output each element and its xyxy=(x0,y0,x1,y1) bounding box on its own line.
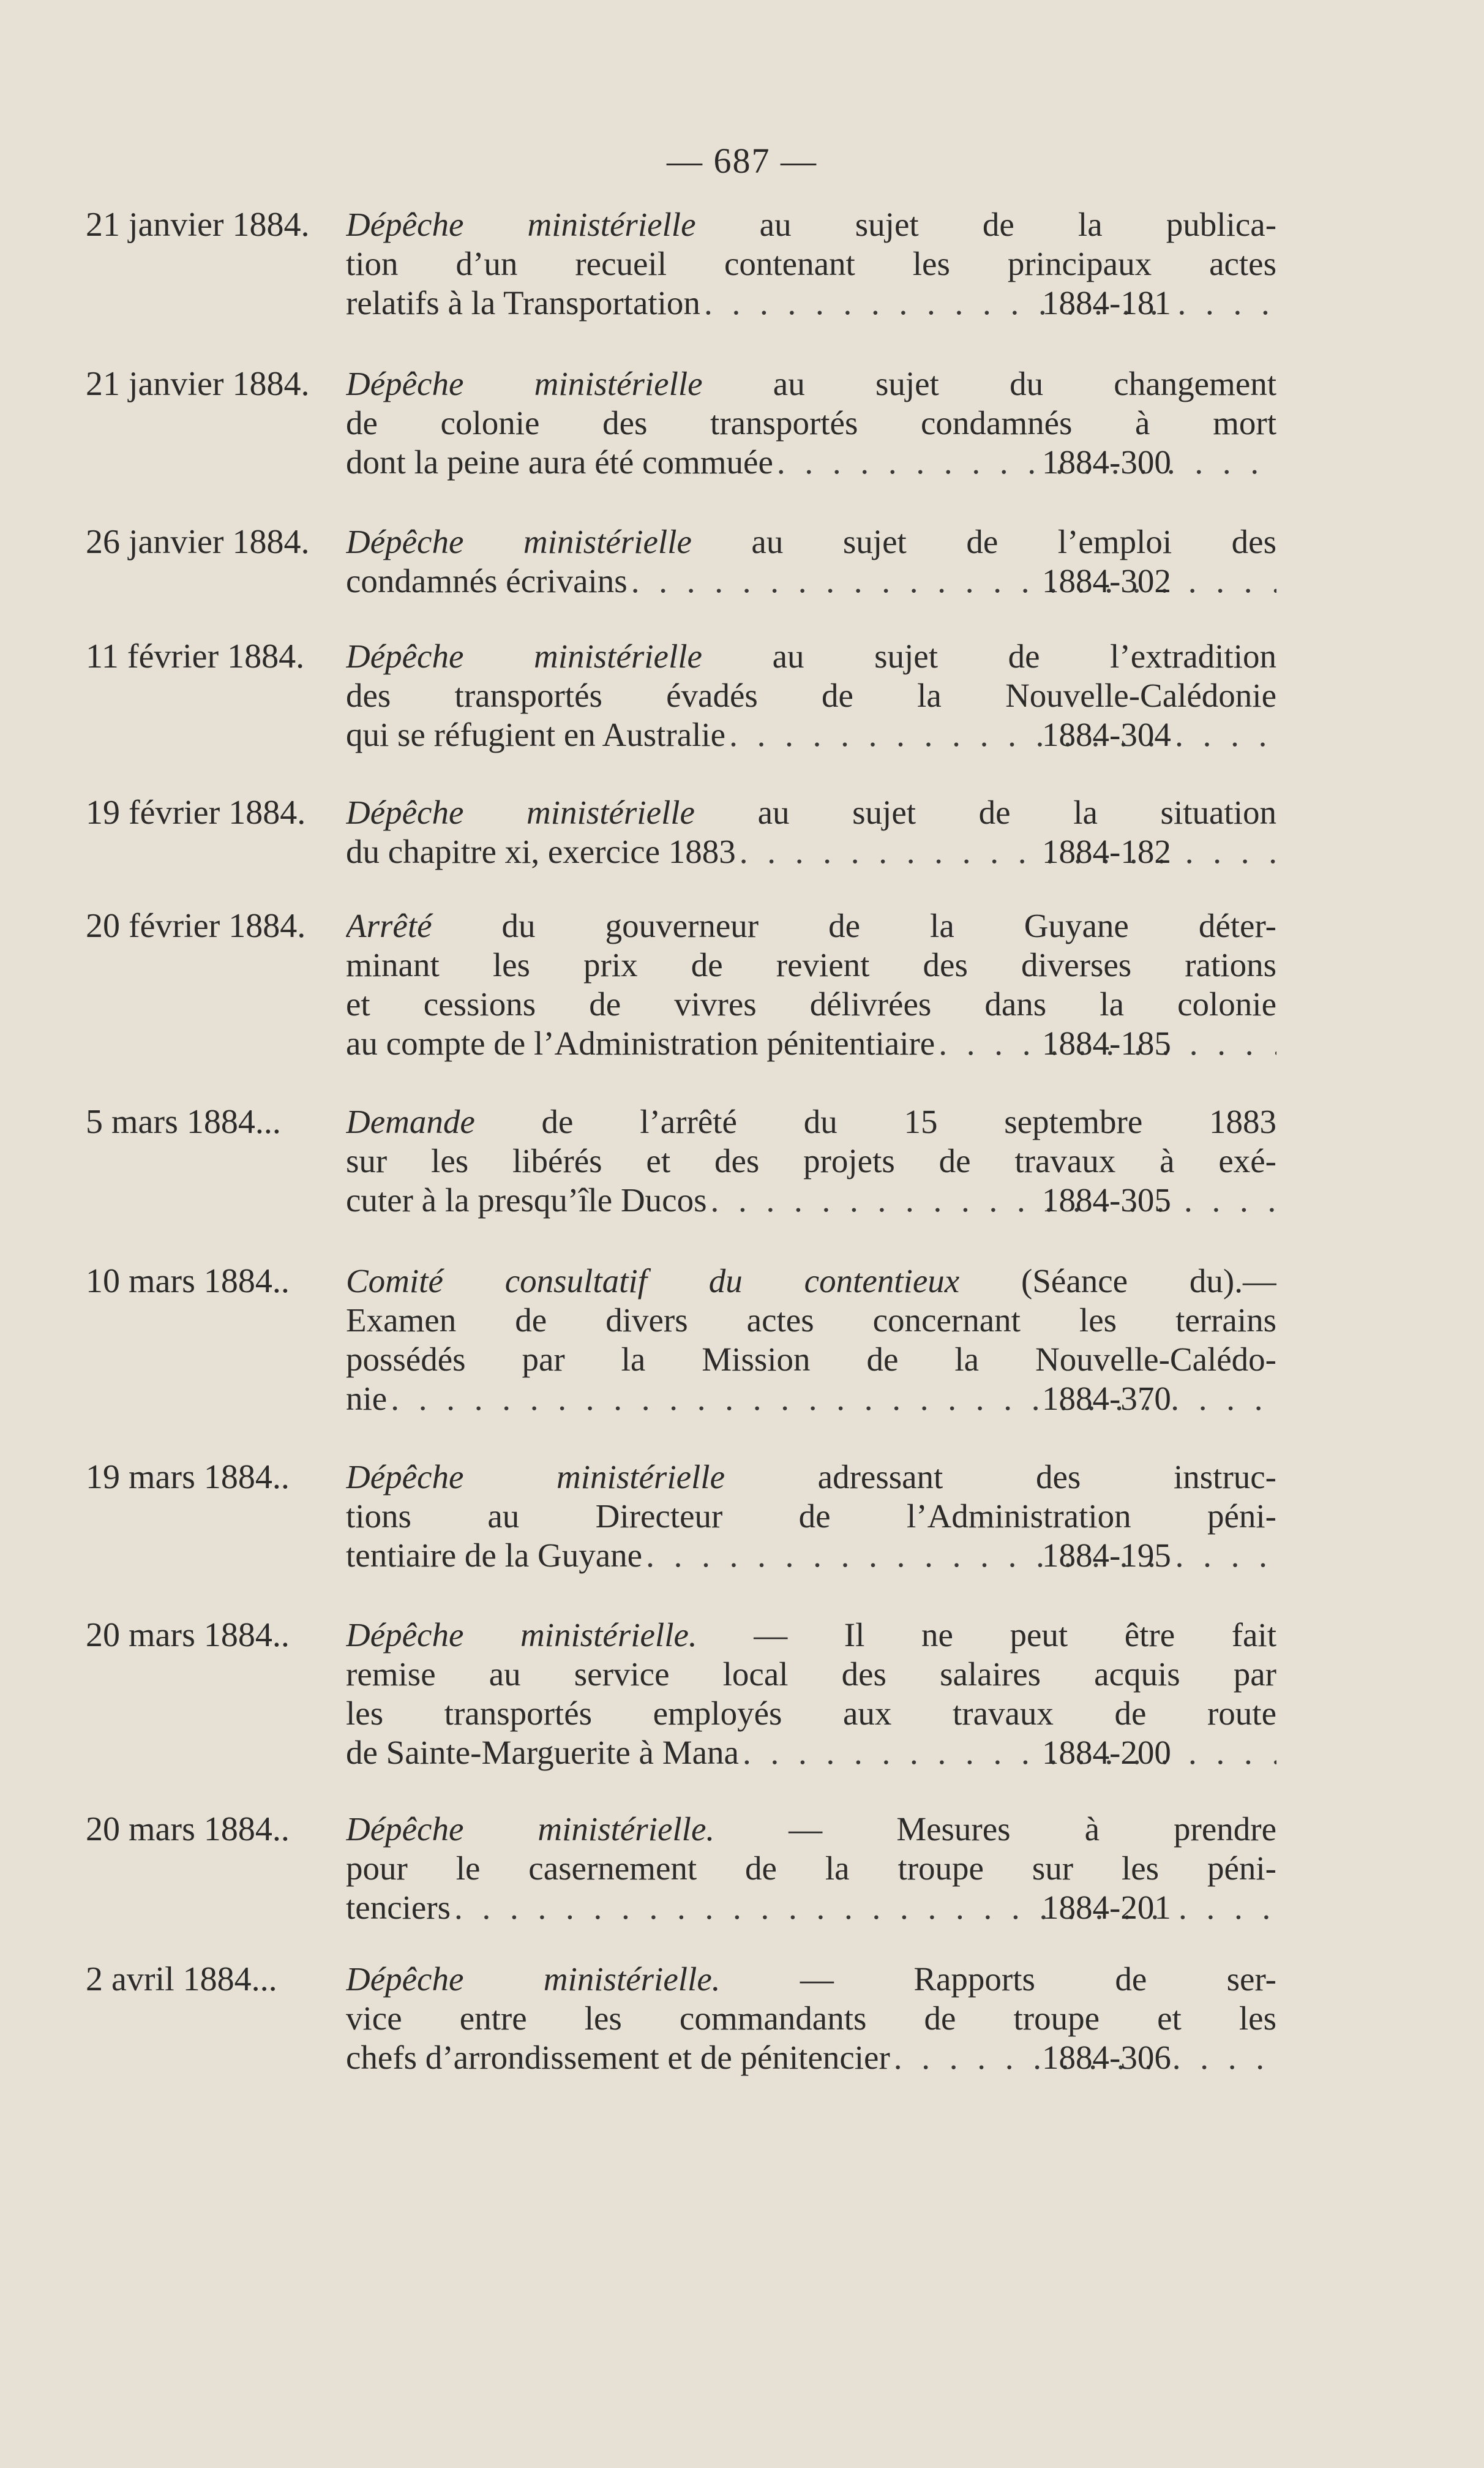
entry-date: 2 avril 1884... xyxy=(86,1960,277,1998)
entry-lead: Comité consultatif du contentieux xyxy=(346,1262,960,1300)
entry-line: Dépêche ministérielle. — Rapports de ser- xyxy=(346,1960,1276,1998)
dot-leader xyxy=(725,715,1276,754)
entry-line: chefs d’arrondissement et de pénitencier . . . xyxy=(346,2038,1276,2077)
entry-line: dont la peine aura été commuée . . . xyxy=(346,443,1276,482)
entry-line: sur les libérés et des projets de travaux à exé- xyxy=(346,1142,1276,1179)
entry-lead: Arrêté xyxy=(346,907,432,944)
entry-line: Arrêté du gouverneur de la Guyane déter- xyxy=(346,907,1276,944)
entry-reference: 1884-305 xyxy=(1042,1181,1171,1219)
entry-line: remise au service local des salaires acquis par xyxy=(346,1655,1276,1693)
entry-line: de Sainte-Marguerite à Mana . . . xyxy=(346,1733,1276,1772)
entry-lead: Dépêche ministérielle xyxy=(346,1458,725,1495)
entry-line: condamnés écrivains . . . xyxy=(346,562,1276,601)
entry-reference: 1884-300 xyxy=(1042,443,1171,481)
entry-lead: Dépêche ministérielle. xyxy=(346,1616,697,1653)
entry-line: Dépêche ministérielle au sujet de l’extradition xyxy=(346,638,1276,675)
entry-date: 5 mars 1884... xyxy=(86,1103,281,1141)
entry-date: 20 mars 1884.. xyxy=(86,1616,290,1654)
entry-line: nie . . . xyxy=(346,1379,1276,1418)
entry-line: les transportés employés aux travaux de route xyxy=(346,1695,1276,1732)
entry-line: tenciers . . . xyxy=(346,1888,1276,1927)
entry-line: vice entre les commandants de troupe et les xyxy=(346,2000,1276,2037)
entry-line: et cessions de vivres délivrées dans la colonie xyxy=(346,985,1276,1023)
dot-leader xyxy=(773,443,1276,482)
entry-lead: Dépêche ministérielle xyxy=(346,206,696,243)
entry-line: possédés par la Mission de la Nouvelle-Calédo- xyxy=(346,1341,1276,1378)
entry-reference: 1884-185 xyxy=(1042,1025,1171,1062)
dot-leader xyxy=(706,1181,1276,1220)
entry-reference: 1884-370 xyxy=(1042,1380,1171,1417)
entry-date: 20 mars 1884.. xyxy=(86,1810,290,1848)
entry-date: 26 janvier 1884. xyxy=(86,523,310,561)
entry-reference: 1884-201 xyxy=(1042,1889,1171,1926)
entry-line: au compte de l’Administration pénitentiaire . . . xyxy=(346,1024,1276,1063)
entry-date: 20 février 1884. xyxy=(86,907,306,945)
entry-line: Dépêche ministérielle au sujet de l’emploi des xyxy=(346,523,1276,560)
entry-reference: 1884-302 xyxy=(1042,562,1171,600)
dot-leader xyxy=(700,284,1276,323)
entry-date: 10 mars 1884.. xyxy=(86,1262,290,1300)
entry-date: 11 février 1884. xyxy=(86,638,305,675)
dot-leader xyxy=(736,832,1276,871)
entry-date: 19 mars 1884.. xyxy=(86,1458,290,1496)
entry-lead: Dépêche ministérielle. xyxy=(346,1960,721,1998)
entry-line: pour le casernement de la troupe sur les péni- xyxy=(346,1849,1276,1887)
entry-line: de colonie des transportés condamnés à mort xyxy=(346,404,1276,442)
entry-lead: Demande xyxy=(346,1103,475,1140)
entry-lead: Dépêche ministérielle xyxy=(346,794,695,831)
entry-line: Examen de divers actes concernant les terrains xyxy=(346,1301,1276,1339)
entry-line: minant les prix de revient des diverses rations xyxy=(346,946,1276,984)
entry-date: 21 janvier 1884. xyxy=(86,365,310,403)
entry-line: Comité consultatif du contentieux (Séance du).— xyxy=(346,1262,1276,1300)
entry-line: Dépêche ministérielle au sujet du changement xyxy=(346,365,1276,402)
entry-line: Demande de l’arrêté du 15 septembre 1883 xyxy=(346,1103,1276,1140)
entry-reference: 1884-304 xyxy=(1042,716,1171,753)
entry-line: tions au Directeur de l’Administration péni- xyxy=(346,1497,1276,1535)
entry-lead: Dépêche ministérielle. xyxy=(346,1810,715,1848)
entry-line: Dépêche ministérielle adressant des instruc- xyxy=(346,1458,1276,1495)
entry-reference: 1884-200 xyxy=(1042,1734,1171,1771)
entry-date: 21 janvier 1884. xyxy=(86,206,310,244)
entry-lead: Dépêche ministérielle xyxy=(346,638,702,675)
entry-line: tion d’un recueil contenant les principaux actes xyxy=(346,245,1276,282)
entry-reference: 1884-306 xyxy=(1042,2039,1171,2076)
entry-lead: Dépêche ministérielle xyxy=(346,523,692,560)
entry-line: du chapitre xi, exercice 1883 . . . xyxy=(346,832,1276,871)
entry-line: des transportés évadés de la Nouvelle-Calédonie xyxy=(346,677,1276,714)
entry-reference: 1884-181 xyxy=(1042,284,1171,322)
entry-lead: Dépêche ministérielle xyxy=(346,365,703,402)
entry-date: 19 février 1884. xyxy=(86,794,306,832)
entry-reference: 1884-195 xyxy=(1042,1537,1171,1574)
entry-line: Dépêche ministérielle. — Il ne peut être fait xyxy=(346,1616,1276,1653)
entry-reference: 1884-182 xyxy=(1042,833,1171,870)
entry-line: Dépêche ministérielle au sujet de la publica- xyxy=(346,206,1276,243)
entry-line: tentiaire de la Guyane . . . xyxy=(346,1536,1276,1575)
entry-line: Dépêche ministérielle. — Mesures à prendre xyxy=(346,1810,1276,1848)
entry-line: cuter à la presqu’île Ducos . . . xyxy=(346,1181,1276,1220)
dot-leader xyxy=(739,1733,1276,1772)
page-number: — 687 — xyxy=(667,141,817,181)
entry-line: Dépêche ministérielle au sujet de la situation xyxy=(346,794,1276,831)
entry-line: qui se réfugient en Australie . . . xyxy=(346,715,1276,754)
entry-line: relatifs à la Transportation . . . xyxy=(346,284,1276,323)
